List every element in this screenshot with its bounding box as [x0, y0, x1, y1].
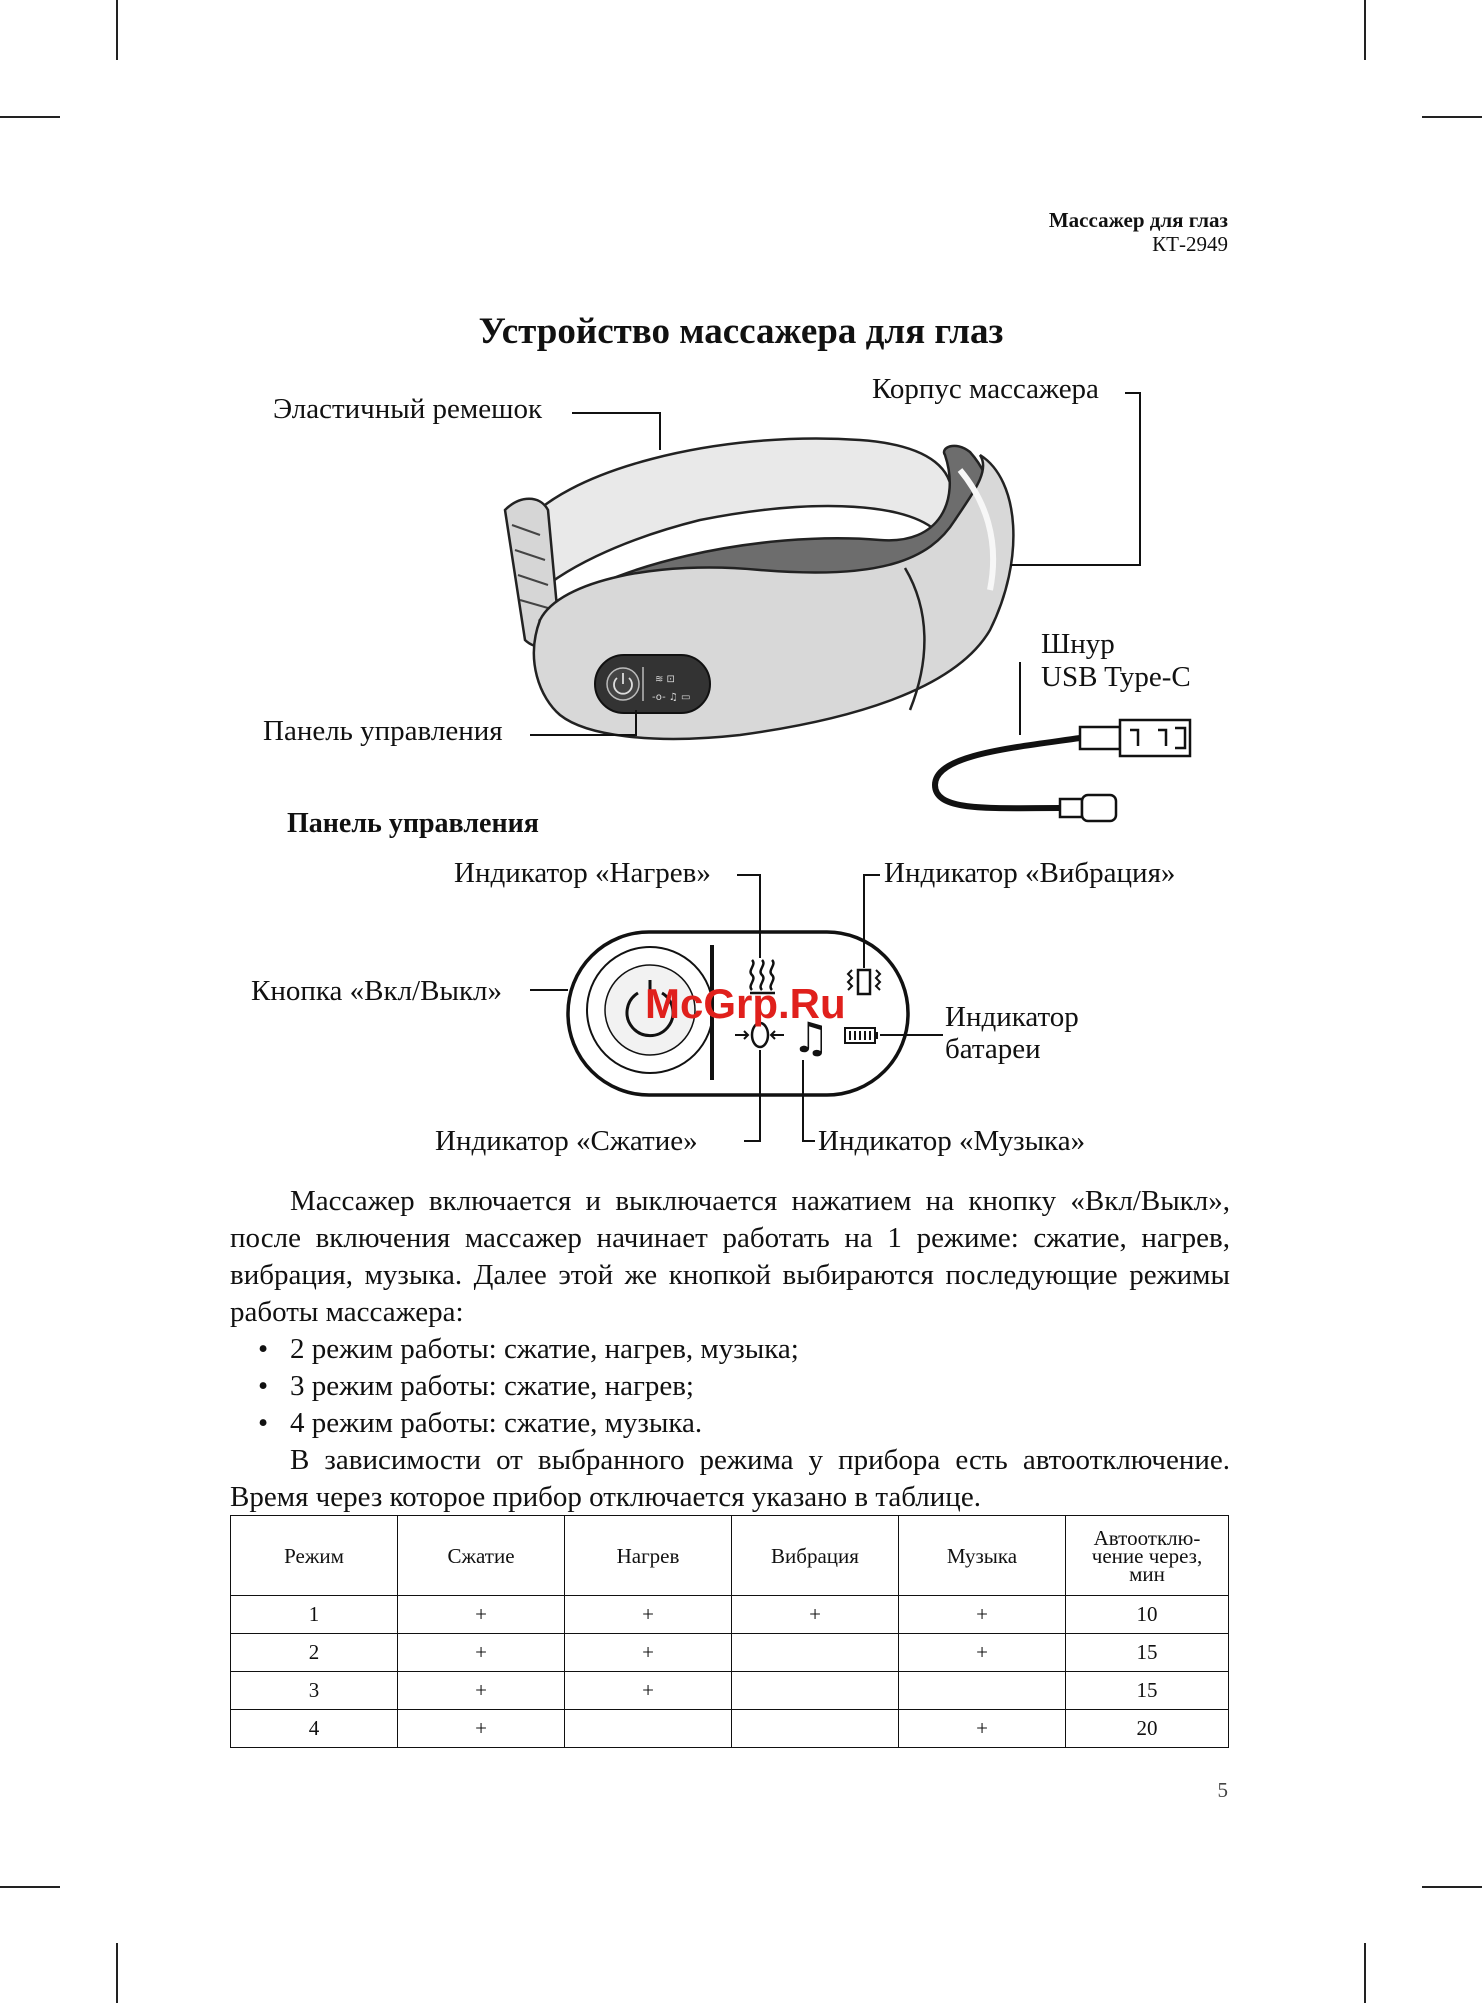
- table-cell: 1: [231, 1596, 398, 1634]
- table-cell: 20: [1066, 1710, 1229, 1748]
- table-header-row: [231, 1516, 1229, 1596]
- list-item: • 4 режим работы: сжатие, музыка.: [230, 1405, 1230, 1442]
- table-cell: +: [899, 1634, 1066, 1672]
- header-auto-off-line: Автоотклю-: [1093, 1525, 1201, 1550]
- header-model: КТ-2949: [1152, 232, 1228, 256]
- table-cell: +: [398, 1596, 565, 1634]
- crop-mark-bottom-left-h: [0, 1886, 60, 1888]
- label-vibration-indicator: Индикатор «Вибрация»: [884, 857, 1176, 889]
- table-cell: [565, 1710, 732, 1748]
- label-elastic-strap: Эластичный ремешок: [273, 393, 543, 425]
- modes-list: [230, 1331, 1230, 1442]
- table-cell: +: [565, 1634, 732, 1672]
- label-cable-line2: USB Type-C: [1041, 661, 1191, 693]
- header-heat: Нагрев: [565, 1516, 732, 1596]
- page-number: 5: [1217, 1778, 1228, 1802]
- page-title: Устройство массажера для глаз: [478, 311, 1004, 352]
- table-cell: 15: [1066, 1672, 1229, 1710]
- auto-off-paragraph: В зависимости от выбранного режима у прибора есть автоотключение. Время через которое прибор отключается указано в таблице.: [230, 1444, 1230, 1513]
- header-compression: Сжатие: [398, 1516, 565, 1596]
- label-music-indicator: Индикатор «Музыка»: [818, 1125, 1086, 1157]
- table-cell: 10: [1066, 1596, 1229, 1634]
- usb-a-plug: [1080, 727, 1120, 749]
- auto-off-table: [230, 1515, 1229, 1748]
- table-cell: [732, 1672, 899, 1710]
- table-cell: 15: [1066, 1634, 1229, 1672]
- label-control-panel: Панель управления: [263, 715, 503, 747]
- header-auto-off: [1066, 1516, 1229, 1596]
- table-cell: +: [398, 1634, 565, 1672]
- music-icon: ♫: [792, 1013, 830, 1062]
- usb-cable: [935, 738, 1080, 808]
- header-auto-off-line: мин: [1129, 1561, 1165, 1586]
- vibration-icon: [858, 970, 870, 994]
- table-cell: 3: [231, 1672, 398, 1710]
- usb-c-plug: [1060, 799, 1082, 817]
- label-compression-indicator: Индикатор «Сжатие»: [435, 1125, 698, 1157]
- crop-mark-bottom-right-v: [1364, 1943, 1366, 2003]
- table-row: [231, 1672, 1229, 1710]
- header-music: Музыка: [899, 1516, 1066, 1596]
- table-cell: +: [732, 1596, 899, 1634]
- watermark: McGrp.Ru: [645, 980, 846, 1027]
- intro-paragraph: Массажер включается и выключается нажатием на кнопку «Вкл/Выкл», после включения массажер начинает работать на 1 режиме: сжатие, нагрев, вибрация, музыка. Далее этой же кнопкой выбираются последующие режимы работы массажера:: [230, 1185, 1230, 1328]
- table-cell: +: [565, 1672, 732, 1710]
- header-mode: Режим: [231, 1516, 398, 1596]
- label-battery-line2: батареи: [945, 1033, 1041, 1065]
- label-battery-line1: Индикатор: [945, 1001, 1079, 1033]
- table-row: [231, 1596, 1229, 1634]
- table-cell: +: [398, 1710, 565, 1748]
- table-cell: 4: [231, 1710, 398, 1748]
- panel-heading: Панель управления: [287, 808, 539, 839]
- crop-mark-bottom-right-h: [1422, 1886, 1482, 1888]
- table-row: [231, 1710, 1229, 1748]
- header-auto-off-line: чение через,: [1091, 1543, 1203, 1568]
- table-cell: +: [899, 1710, 1066, 1748]
- table-cell: +: [565, 1596, 732, 1634]
- crop-mark-bottom-left-v: [116, 1943, 118, 2003]
- body-text: [230, 1183, 1230, 1516]
- svg-text:-o- ♫ ▭: -o- ♫ ▭: [652, 692, 691, 703]
- table-cell: +: [398, 1672, 565, 1710]
- table-row: [231, 1634, 1229, 1672]
- table-cell: +: [899, 1596, 1066, 1634]
- table-cell: [732, 1710, 899, 1748]
- list-item: • 2 режим работы: сжатие, нагрев, музыка;: [230, 1331, 1230, 1368]
- header-title: Массажер для глаз: [1048, 208, 1228, 232]
- svg-text:≋ ⊡: ≋ ⊡: [655, 674, 675, 685]
- table-cell: [899, 1672, 1066, 1710]
- list-item: • 3 режим работы: сжатие, нагрев;: [230, 1368, 1230, 1405]
- table-cell: [732, 1634, 899, 1672]
- label-massager-body: Корпус массажера: [872, 373, 1099, 405]
- label-power-button: Кнопка «Вкл/Выкл»: [251, 975, 503, 1007]
- table-cell: 2: [231, 1634, 398, 1672]
- label-cable-line1: Шнур: [1041, 628, 1115, 660]
- label-heat-indicator: Индикатор «Нагрев»: [454, 857, 711, 889]
- header-vibration: Вибрация: [732, 1516, 899, 1596]
